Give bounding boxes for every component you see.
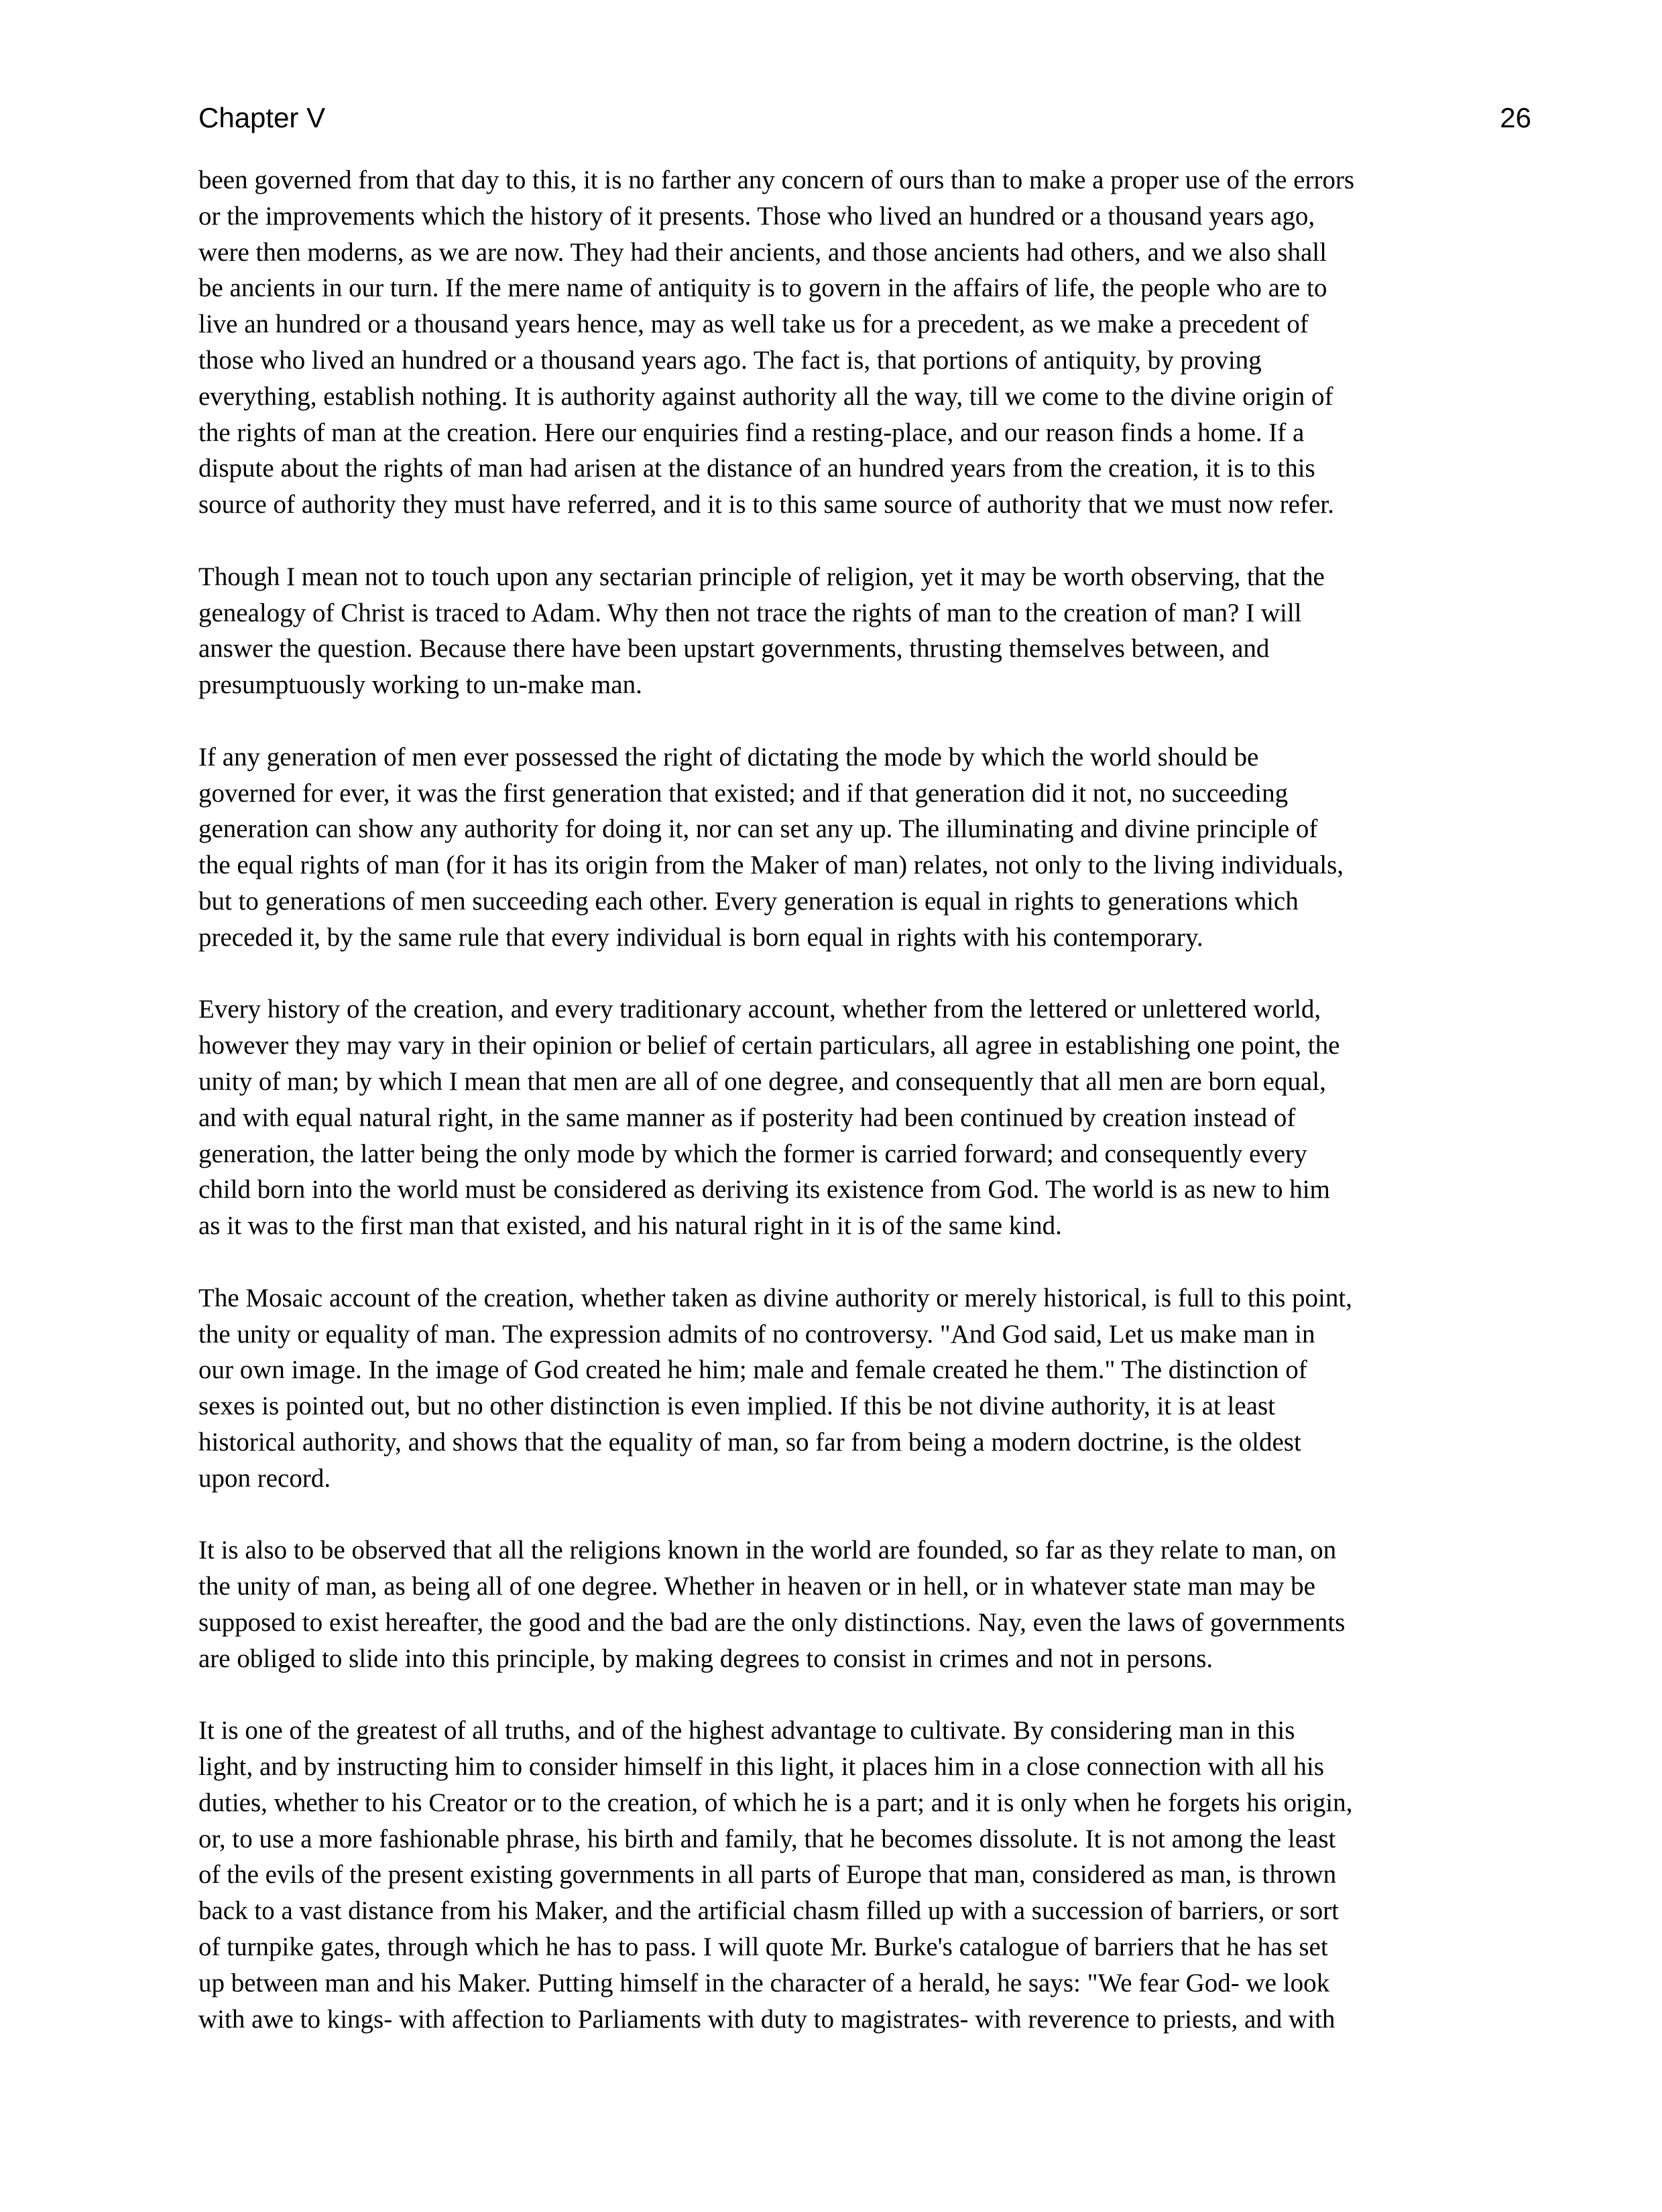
body-text [198, 162, 1536, 2073]
text-line: It is also to be observed that all the religions known in the world are founded, so far as they relate to man, on [198, 1536, 1337, 1565]
running-header [198, 98, 1531, 138]
text-line: however they may vary in their opinion or belief of certain particulars, all agree in establishing one point, the [198, 1031, 1340, 1060]
text-line: the unity of man, as being all of one degree. Whether in heaven or in hell, or in whatever state man may be [198, 1572, 1315, 1601]
text-line: the equal rights of man (for it has its origin from the Maker of man) relates, not only to the living individuals, [198, 851, 1344, 880]
text-line: been governed from that day to this, it is no farther any concern of ours than to make a proper use of the errors [198, 166, 1355, 194]
text-line: were then moderns, as we are now. They had their ancients, and those ancients had others, and we also shall [198, 237, 1327, 267]
text-line: live an hundred or a thousand years hence, may as well take us for a precedent, as we make a precedent of [198, 310, 1309, 339]
paragraph [198, 991, 1536, 1244]
text-line: answer the question. Because there have been upstart governments, thrusting themselves between, and [198, 634, 1270, 664]
text-line: and with equal natural right, in the same manner as if posterity had been continued by creation instead of [198, 1103, 1296, 1132]
text-line: of the evils of the present existing governments in all parts of Europe that man, considered as man, is thrown [198, 1860, 1337, 1890]
text-line: everything, establish nothing. It is authority against authority all the way, till we come to the divine origin of [198, 381, 1333, 411]
paragraph [198, 739, 1536, 956]
text-line: back to a vast distance from his Maker, and the artificial chasm filled up with a succession of barriers, or sort [198, 1896, 1339, 1926]
text-line: governed for ever, it was the first generation that existed; and if that generation did it not, no succeeding [198, 778, 1289, 808]
text-line: genealogy of Christ is traced to Adam. Why then not trace the rights of man to the creation of man? I will [198, 598, 1302, 627]
text-line: with awe to kings- with affection to Parliaments with duty to magistrates- with reverence to priests, and with [198, 2004, 1335, 2034]
text-line: those who lived an hundred or a thousand years ago. The fact is, that portions of antiquity, by proving [198, 345, 1262, 375]
paragraph [198, 1713, 1536, 2037]
text-line: source of authority they must have referred, and it is to this same source of authority that we must now refer. [198, 490, 1334, 519]
text-line: or, to use a more fashionable phrase, his birth and family, that he becomes dissolute. It is not among the least [198, 1824, 1336, 1853]
text-line: unity of man; by which I mean that men are all of one degree, and consequently that all men are born equal, [198, 1066, 1326, 1096]
text-line: The Mosaic account of the creation, whether taken as divine authority or merely historical, is full to this point, [198, 1283, 1352, 1312]
paragraph [198, 559, 1536, 703]
text-line: generation, the latter being the only mode by which the former is carried forward; and consequently every [198, 1139, 1307, 1168]
text-line: be ancients in our turn. If the mere name of antiquity is to govern in the affairs of life, the people who are to [198, 273, 1327, 303]
text-line: supposed to exist hereafter, the good and the bad are the only distinctions. Nay, even the laws of governments [198, 1607, 1346, 1637]
text-line: sexes is pointed out, but no other distinction is even implied. If this be not divine authority, it is at least [198, 1392, 1275, 1421]
page-number: 26 [1500, 102, 1531, 133]
text-line: presumptuously working to un-make man. [198, 670, 642, 700]
text-line: as it was to the first man that existed, and his natural right in it is of the same kind. [198, 1211, 1062, 1241]
text-line: historical authority, and shows that the equality of man, so far from being a modern doctrine, is the oldest [198, 1427, 1301, 1457]
text-line: Though I mean not to touch upon any sectarian principle of religion, yet it may be worth observing, that the [198, 562, 1325, 591]
text-line: If any generation of men ever possessed the right of dictating the mode by which the world should be [198, 742, 1259, 772]
text-line: or the improvements which the history of it presents. Those who lived an hundred or a thousand years ago, [198, 201, 1315, 231]
text-line: up between man and his Maker. Putting himself in the character of a herald, he says: "We fear God- we look [198, 1968, 1330, 1998]
text-line: child born into the world must be considered as deriving its existence from God. The world is as new to him [198, 1175, 1330, 1205]
text-line: preceded it, by the same rule that every individual is born equal in rights with his contemporary. [198, 922, 1203, 952]
text-line: dispute about the rights of man had arisen at the distance of an hundred years from the creation, it is to this [198, 454, 1315, 483]
paragraph [198, 1532, 1536, 1676]
text-line: the unity or equality of man. The expression admits of no controversy. "And God said, Let us make man in [198, 1319, 1315, 1349]
text-line: duties, whether to his Creator or to the creation, of which he is a part; and it is only when he forgets his origin, [198, 1788, 1353, 1817]
text-line: It is one of the greatest of all truths, and of the highest advantage to cultivate. By considering man in this [198, 1716, 1295, 1745]
text-line: Every history of the creation, and every traditionary account, whether from the lettered or unlettered world, [198, 995, 1321, 1024]
paragraph [198, 1280, 1536, 1497]
text-line: the rights of man at the creation. Here our enquiries find a resting-place, and our reason finds a home. If a [198, 418, 1305, 447]
text-line: generation can show any authority for doing it, nor can set any up. The illuminating and divine principle of [198, 814, 1318, 844]
text-line: upon record. [198, 1463, 331, 1493]
text-line: light, and by instructing him to consider himself in this light, it places him in a close connection with all his [198, 1752, 1324, 1782]
paragraph [198, 162, 1536, 523]
text-line: are obliged to slide into this principle, by making degrees to consist in crimes and not in persons. [198, 1644, 1213, 1673]
chapter-heading: Chapter V [198, 102, 326, 133]
text-line: but to generations of men succeeding each other. Every generation is equal in rights to generations which [198, 886, 1299, 916]
text-line: of turnpike gates, through which he has to pass. I will quote Mr. Burke's catalogue of barriers that he has set [198, 1932, 1328, 1962]
text-line: our own image. In the image of God created he him; male and female created he them." The distinction of [198, 1355, 1307, 1385]
